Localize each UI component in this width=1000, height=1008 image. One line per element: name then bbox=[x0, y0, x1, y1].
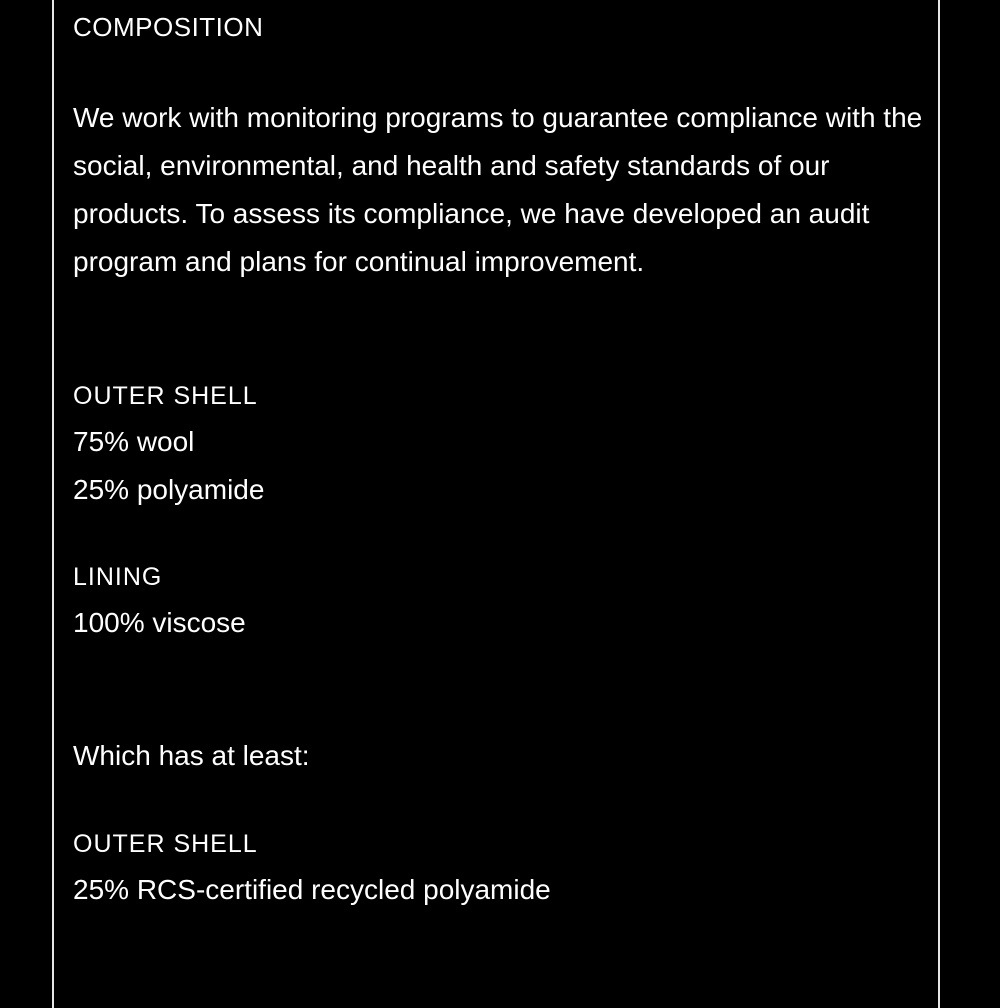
lining-item-viscose: 100% viscose bbox=[73, 607, 246, 638]
lining-label: LINING bbox=[73, 563, 163, 591]
at-least-intro: Which has at least: bbox=[73, 740, 310, 771]
composition-title: COMPOSITION bbox=[73, 12, 264, 42]
certified-outer-shell-item: 25% RCS-certified recycled polyamide bbox=[73, 874, 551, 905]
outer-shell-item-polyamide: 25% polyamide bbox=[73, 474, 265, 505]
outer-shell-label: OUTER SHELL bbox=[73, 382, 258, 410]
certified-outer-shell-label: OUTER SHELL bbox=[73, 830, 258, 858]
outer-shell-item-wool: 75% wool bbox=[73, 426, 195, 457]
composition-description: We work with monitoring programs to guarantee compliance with the social, environmental, and health and safety standards of our products. To assess its compliance, we have developed an audit program and plans for continual improvement. bbox=[73, 102, 923, 277]
